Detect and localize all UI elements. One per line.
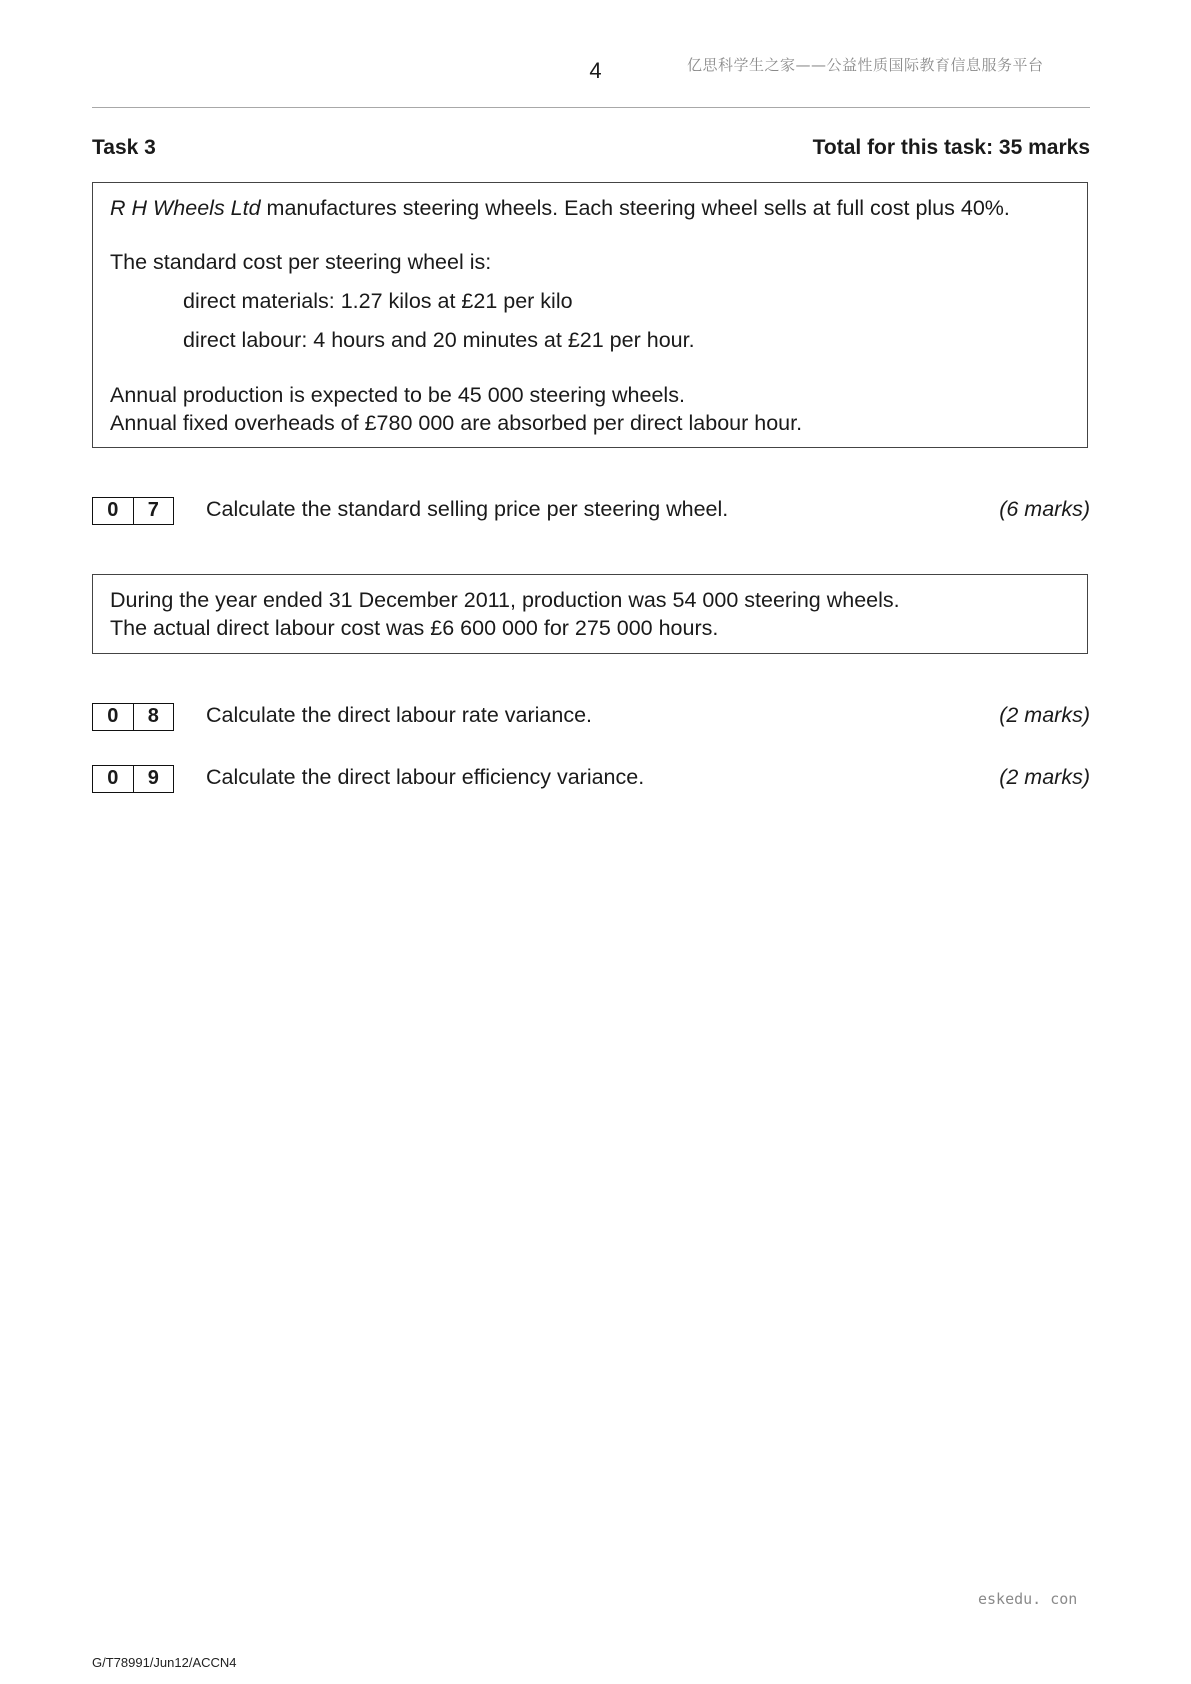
scenario-intro [110,194,1010,222]
actual-production-line: During the year ended 31 December 2011, production was 54 000 steering wheels. [110,588,900,612]
question-number-08: 0 8 [92,703,174,731]
standard-cost-heading: The standard cost per steering wheel is: [110,250,492,274]
scenario-intro-text: manufactures steering wheels. Each steering wheel sells at full cost plus 40%. [260,196,1010,220]
question-09-text: Calculate the direct labour efficiency variance. [206,765,645,789]
direct-materials-line: direct materials: 1.27 kilos at £21 per kilo [183,289,573,313]
question-number-09: 0 9 [92,765,174,793]
company-name: R H Wheels Ltd [110,196,261,220]
actual-results-box [92,574,1088,654]
question-07-marks: (6 marks) [999,497,1090,521]
annual-production-line: Annual production is expected to be 45 000 steering wheels. [110,383,685,407]
task-title: Task 3 [92,136,156,159]
question-07-text: Calculate the standard selling price per steering wheel. [206,497,729,521]
task-total-marks: Total for this task: 35 marks [812,136,1090,159]
footer-paper-code: G/T78991/Jun12/ACCN4 [92,1655,237,1670]
page-number: 4 [589,58,602,83]
direct-labour-line: direct labour: 4 hours and 20 minutes at £21 per hour. [183,328,695,352]
question-number-07: 0 7 [92,497,174,525]
question-08-marks: (2 marks) [999,703,1090,727]
fixed-overheads-line: Annual fixed overheads of £780 000 are absorbed per direct labour hour. [110,411,803,435]
scenario-box [92,182,1088,448]
question-09-marks: (2 marks) [999,765,1090,789]
actual-labour-cost-line: The actual direct labour cost was £6 600 000 for 275 000 hours. [110,616,719,640]
watermark-text: 亿思科学生之家——公益性质国际教育信息服务平台 [687,56,1044,74]
footer-url: eskedu. con [978,1590,1078,1608]
header-divider [92,107,1090,108]
question-08-text: Calculate the direct labour rate variance. [206,703,593,727]
